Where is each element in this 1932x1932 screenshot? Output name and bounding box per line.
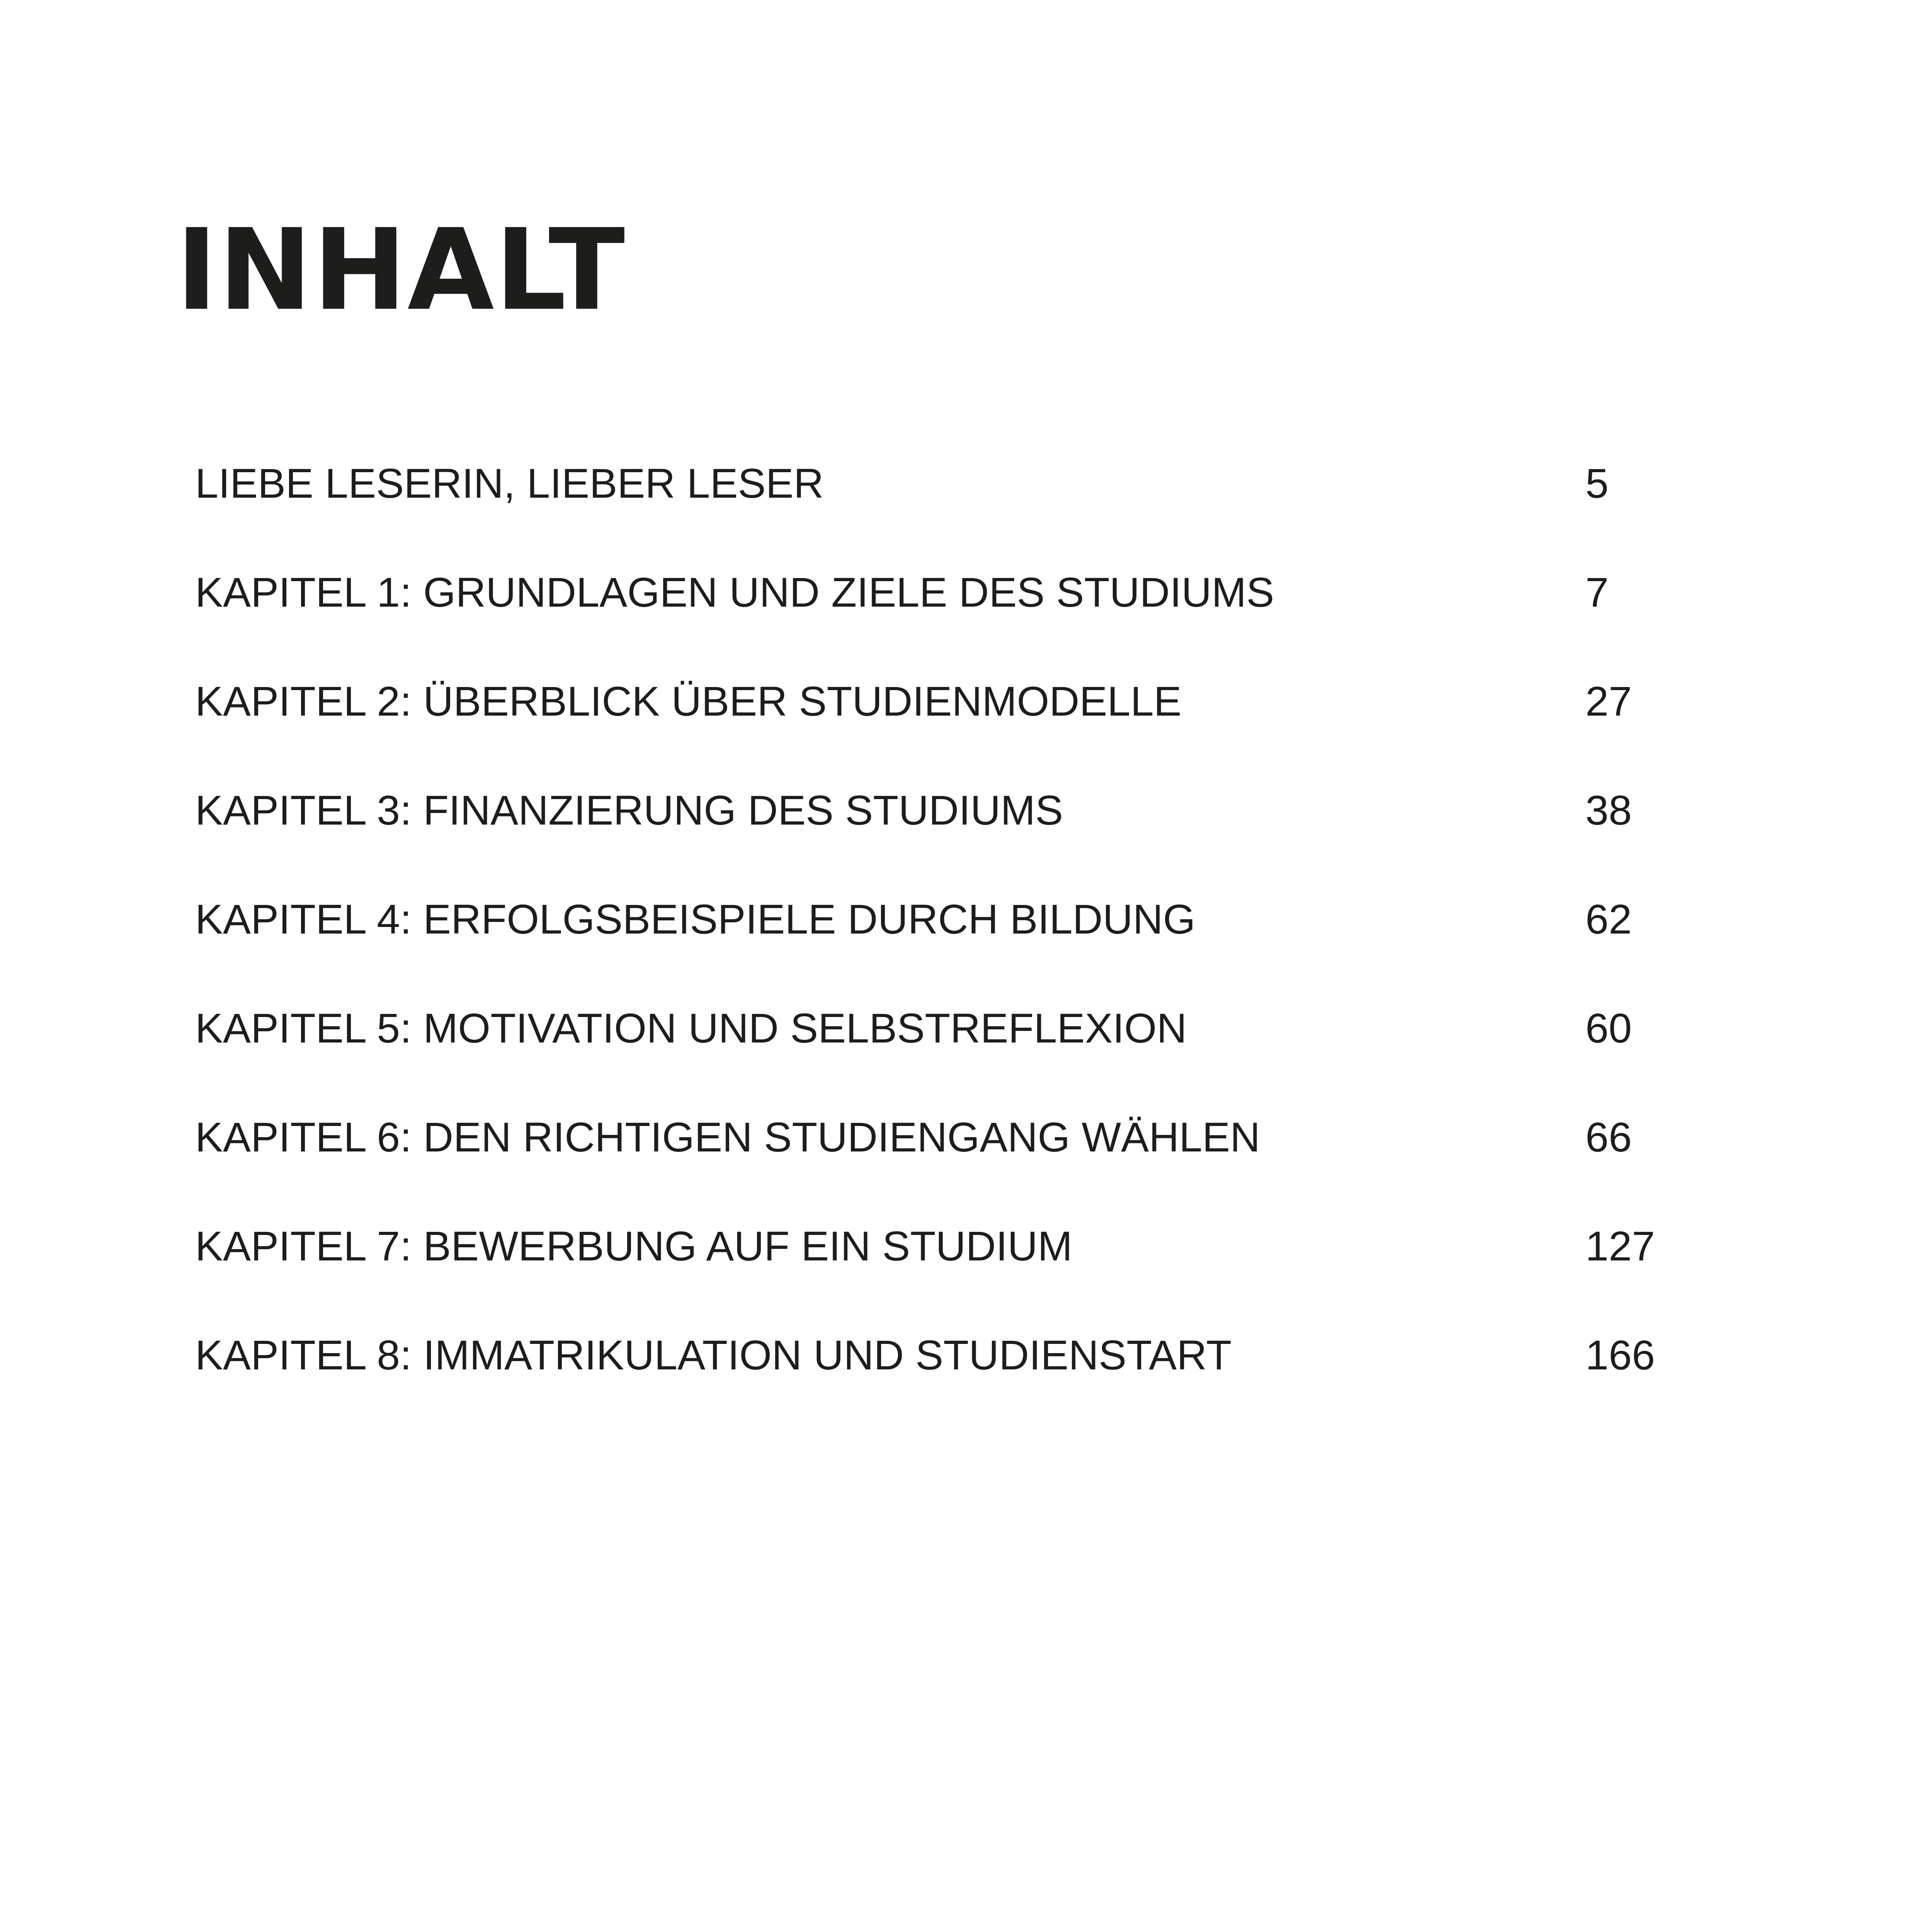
toc-entry-label: KAPITEL 5: MOTIVATION UND SELBSTREFLEXION xyxy=(195,1005,1187,1051)
toc-entry[interactable] xyxy=(195,1192,1779,1301)
toc-entry-page-number: 62 xyxy=(1585,896,1632,942)
toc-entry-page-number: 5 xyxy=(1585,460,1609,507)
toc-entry-label: KAPITEL 1: GRUNDLAGEN UND ZIELE DES STUDIUMS xyxy=(195,569,1274,616)
toc-entry[interactable] xyxy=(195,538,1779,647)
toc-entry[interactable] xyxy=(195,1301,1779,1410)
toc-entry[interactable] xyxy=(195,429,1779,538)
toc-entry-label: KAPITEL 4: ERFOLGSBEISPIELE DURCH BILDUNG xyxy=(195,896,1196,942)
toc-entry-page-number: 166 xyxy=(1585,1332,1655,1378)
toc-entry-label: KAPITEL 2: ÜBERBLICK ÜBER STUDIENMODELLE xyxy=(195,678,1182,724)
table-of-contents xyxy=(195,429,1779,1410)
toc-entry-label: KAPITEL 7: BEWERBUNG AUF EIN STUDIUM xyxy=(195,1223,1073,1269)
toc-entry[interactable] xyxy=(195,756,1779,865)
toc-entry-label: LIEBE LESERIN, LIEBER LESER xyxy=(195,460,824,507)
toc-entry[interactable] xyxy=(195,865,1779,974)
toc-entry-page-number: 60 xyxy=(1585,1005,1632,1051)
page-title: INHALT xyxy=(176,205,626,335)
toc-entry-page-number: 38 xyxy=(1585,787,1632,833)
toc-entry-page-number: 7 xyxy=(1585,569,1609,616)
toc-entry-page-number: 127 xyxy=(1585,1223,1655,1269)
toc-entry-label: KAPITEL 3: FINANZIERUNG DES STUDIUMS xyxy=(195,787,1063,833)
toc-entry-label: KAPITEL 6: DEN RICHTIGEN STUDIENGANG WÄHLEN xyxy=(195,1114,1260,1160)
toc-entry-page-number: 27 xyxy=(1585,678,1632,724)
toc-entry-label: KAPITEL 8: IMMATRIKULATION UND STUDIENSTART xyxy=(195,1332,1232,1378)
toc-entry[interactable] xyxy=(195,974,1779,1083)
toc-entry-page-number: 66 xyxy=(1585,1114,1632,1160)
toc-entry[interactable] xyxy=(195,1083,1779,1192)
toc-entry[interactable] xyxy=(195,647,1779,756)
